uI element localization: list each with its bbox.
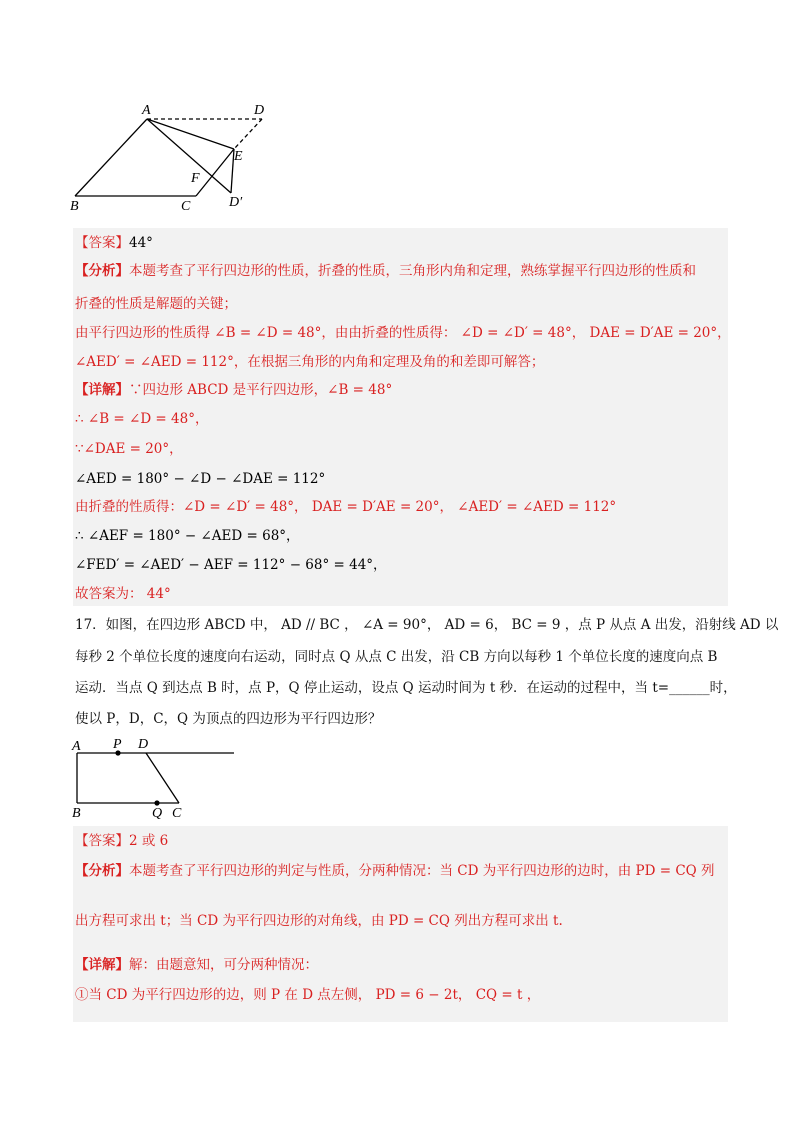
analysis-1-line-3: 由平行四边形的性质得 ∠B = ∠D = 48°，由由折叠的性质得： ∠D = ∠D′ = 48°， DAE = D′AE = 20°， bbox=[75, 325, 731, 341]
detail-1-line-1: 【详解】∵四边形 ABCD 是平行四边形，∠B = 48° bbox=[75, 382, 393, 398]
label-c: C bbox=[181, 199, 191, 214]
label-f: F bbox=[191, 171, 200, 186]
detail-1-line-2: ∴ ∠B = ∠D = 48°， bbox=[75, 411, 209, 427]
question-17-line-1: 17．如图，在四边形 ABCD 中， AD // BC ， ∠A = 90°， AD = 6， BC = 9 ，点 P 从点 A 出发，沿射线 AD 以 bbox=[75, 617, 779, 633]
question-17-line-4: 使以 P，D，C，Q 为顶点的四边形为平行四边形？ bbox=[75, 711, 382, 727]
label-q: Q bbox=[152, 806, 163, 820]
detail-1-line-6: ∴ ∠AEF = 180° − ∠AED = 68°， bbox=[75, 528, 300, 544]
label-d-prime: D′ bbox=[229, 195, 243, 210]
detail-1-line-7: ∠FED′ = ∠AED′ − AEF = 112° − 68° = 44°， bbox=[75, 557, 387, 573]
label-e: E bbox=[234, 149, 243, 164]
analysis-2-line-2: 出方程可求出 t；当 CD 为平行四边形的对角线，由 PD = CQ 列出方程可求出 t. bbox=[75, 913, 563, 929]
answer-2 bbox=[75, 832, 168, 850]
label-d: D bbox=[138, 737, 149, 752]
analysis-1-line-1: 【分析】本题考查了平行四边形的性质，折叠的性质，三角形内角和定理，熟练掌握平行四边形的性质和 bbox=[75, 263, 696, 279]
label-d: D bbox=[254, 103, 265, 118]
detail-tag: 【详解】 bbox=[75, 957, 129, 973]
answer-tag: 【答案】 bbox=[75, 833, 129, 849]
detail-tag: 【详解】 bbox=[75, 382, 129, 398]
label-c: C bbox=[172, 806, 182, 820]
question-17-line-3: 运动．当点 Q 到达点 B 时，点 P，Q 停止运动，设点 Q 运动时间为 t 秒．在运动的过程中，当 t=______时， bbox=[75, 680, 737, 696]
label-p: P bbox=[113, 737, 122, 752]
label-a: A bbox=[142, 103, 151, 118]
detail-1-line-8: 故答案为： 44° bbox=[75, 586, 171, 602]
detail-2-line-1: 【详解】解：由题意知，可分两种情况： bbox=[75, 957, 318, 973]
analysis-1-line-2: 折叠的性质是解题的关键； bbox=[75, 296, 237, 312]
answer-tag: 【答案】 bbox=[75, 235, 129, 251]
label-b: B bbox=[72, 806, 81, 820]
detail-1-line-4: ∠AED = 180° − ∠D − ∠DAE = 112° bbox=[75, 471, 326, 487]
analysis-tag: 【分析】 bbox=[75, 863, 129, 879]
answer-value: 2 或 6 bbox=[129, 833, 169, 849]
question-17-line-2: 每秒 2 个单位长度的速度向右运动，同时点 Q 从点 C 出发，沿 CB 方向以每秒 1 个单位长度的速度向点 B bbox=[75, 649, 718, 665]
detail-1-line-3: ∵∠DAE = 20°， bbox=[75, 441, 183, 457]
analysis-tag: 【分析】 bbox=[75, 263, 129, 279]
answer-1 bbox=[75, 234, 153, 252]
detail-1-line-5: 由折叠的性质得：∠D = ∠D′ = 48°， DAE = D′AE = 20°， ∠AED′ = ∠AED = 112° bbox=[75, 499, 617, 515]
answer-value: 44° bbox=[129, 235, 153, 251]
label-a: A bbox=[72, 739, 81, 754]
analysis-2-line-1: 【分析】本题考查了平行四边形的判定与性质，分两种情况：当 CD 为平行四边形的边时，由 PD = CQ 列 bbox=[75, 863, 715, 879]
parallelogram-fold-figure bbox=[66, 98, 281, 218]
trapezoid-figure bbox=[66, 734, 246, 820]
analysis-1-line-4: ∠AED′ = ∠AED = 112°，在根据三角形的内角和定理及角的和差即可解答； bbox=[75, 354, 545, 370]
label-b: B bbox=[70, 199, 79, 214]
detail-2-line-2: ①当 CD 为平行四边形的边，则 P 在 D 点左侧， PD = 6 − 2t， CQ = t ， bbox=[75, 987, 541, 1003]
point-q bbox=[154, 800, 159, 805]
